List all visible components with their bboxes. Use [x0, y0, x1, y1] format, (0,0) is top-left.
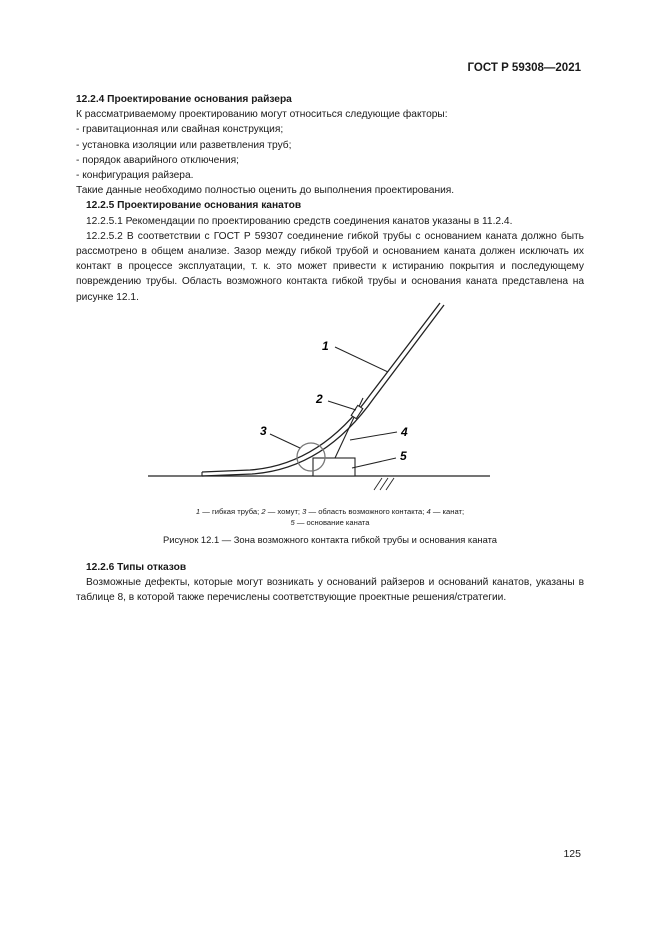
legend-number: 1	[195, 507, 201, 516]
leader-1	[335, 347, 388, 372]
leader-3	[270, 434, 300, 448]
label-1: 1	[322, 339, 329, 353]
intro-text: К рассматриваемому проектированию могут относиться следующие факторы:	[76, 109, 448, 121]
legend-number: 4	[426, 507, 431, 516]
list-item: - установка изоляции или разветвления труб;	[76, 139, 292, 151]
label-2: 2	[316, 392, 323, 406]
page-number: 125	[563, 848, 581, 860]
list-item: - гравитационная или свайная конструкция;	[76, 124, 284, 136]
legend-number: 5	[290, 518, 295, 527]
leader-2	[328, 401, 356, 410]
legend-number: 3	[302, 507, 307, 516]
paragraph-12-2-5-1: 12.2.5.1 Рекомендации по проектированию средств соединения канатов указаны в 11.2.4.	[86, 215, 513, 227]
section-12-2-6	[76, 560, 584, 606]
main-text	[76, 92, 584, 305]
list-item: - конфигурация райзера.	[76, 170, 194, 182]
paragraph-12-2-6: Возможные дефекты, которые могут возникать у оснований райзеров и оснований канатов, указаны в таблице 8, в которой также перечислены соответствующие проектные решения/стратегии.	[76, 577, 584, 604]
heading-12-2-4: 12.2.4 Проектирование основания райзера	[76, 94, 292, 105]
seabed-hatching	[374, 478, 394, 490]
heading-12-2-5: 12.2.5 Проектирование основания канатов	[86, 200, 302, 212]
leader-5	[352, 458, 396, 468]
document-code: ГОСТ Р 59308—2021	[467, 62, 581, 74]
legend-text: — хомут;	[265, 507, 303, 516]
label-5: 5	[400, 449, 407, 463]
legend-text: — гибкая труба;	[200, 507, 262, 516]
legend-line-1	[76, 506, 584, 517]
closing-text: Такие данные необходимо полностью оценить до выполнения проектирования.	[76, 185, 455, 197]
figure-12-1	[130, 300, 530, 500]
figure-legend	[76, 506, 584, 528]
figure-caption: Рисунок 12.1 — Зона возможного контакта гибкой трубы и основания каната	[162, 534, 498, 545]
legend-line-2	[76, 517, 584, 528]
paragraph-12-2-5-2: 12.2.5.2 В соответствии с ГОСТ Р 59307 соединение гибкой трубы с основанием каната должно быть рассмотрено в общем анализе. Зазор между гибкой трубой и основанием каната должен исключать их контакт в процессе эксплуатации, т. к. это может привести к истиранию покрытия и последующему повреждению трубы. Область возможного контакта гибкой трубы и основания каната представлена на рисунке 12.1.	[76, 230, 584, 303]
rope-base	[313, 458, 355, 476]
leader-4	[350, 432, 397, 440]
legend-text: — канат;	[430, 507, 465, 516]
legend-text: — основание каната	[294, 518, 370, 527]
legend-text: — область возможного контакта;	[306, 507, 427, 516]
clamp	[351, 405, 363, 418]
list-item: - порядок аварийного отключения;	[76, 154, 240, 166]
legend-number: 2	[261, 507, 266, 516]
label-4: 4	[401, 425, 408, 439]
heading-12-2-6: 12.2.6 Типы отказов	[86, 562, 187, 573]
label-3: 3	[260, 424, 267, 438]
